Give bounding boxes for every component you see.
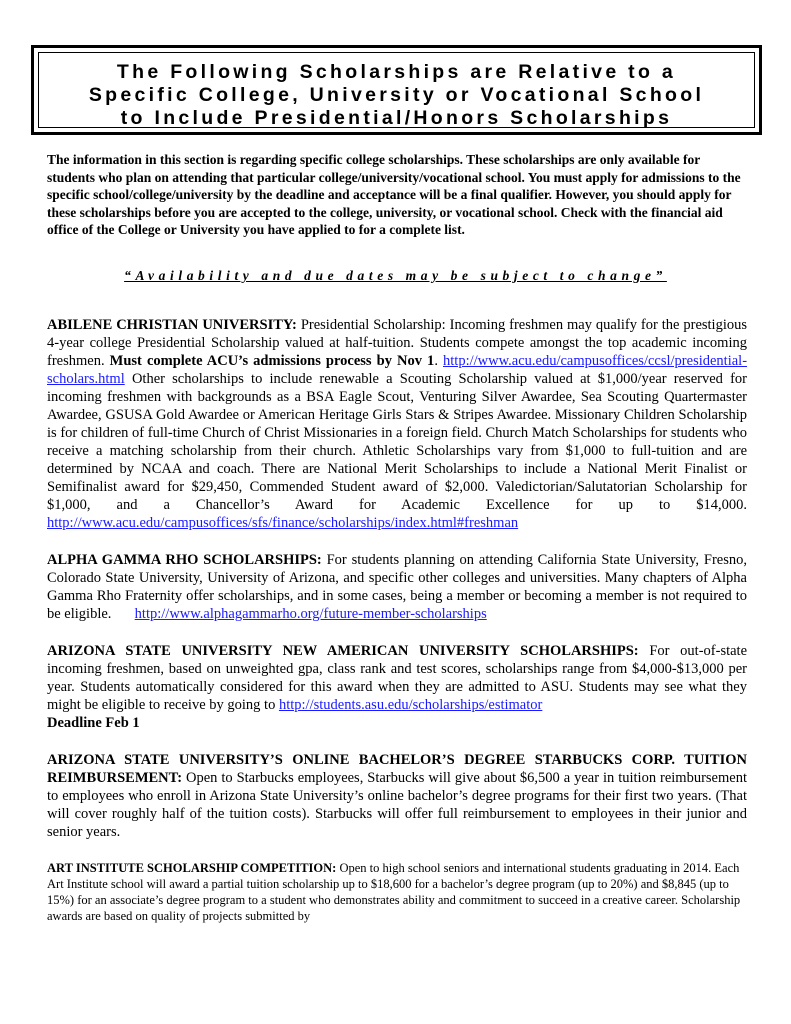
title-line-3: to Include Presidential/Honors Scholarships xyxy=(120,107,673,129)
availability-notice-text: “Availability and due dates may be subject to change” xyxy=(124,268,667,283)
scholarship-list xyxy=(47,316,747,943)
scholarship-link[interactable]: http://www.alphagammarho.org/future-member-scholarships xyxy=(134,606,487,622)
scholarship-text: Open to high school seniors and international students graduating in 2014. Each Art Institute school will award a partial tuition scholarship up to $18,600 for a bachelor’s degree program (up to 20%) and $8,845 (up to 15%) for an associate’s degree program to a student who demonstrates ability and commitment to succeed in a creative career. Scholarship awards are based on quality of projects submitted by xyxy=(47,861,741,923)
scholarship-text: Open to Starbucks employees, Starbucks will give about $6,500 a year in tuition reimbursement to employees who enroll in Arizona State University’s online bachelor’s degree programs for their first two years. (That will cover roughly half of the tuition costs). Starbucks will offer full reimbursement to employees in their junior and senior years. xyxy=(47,770,747,840)
scholarship-link[interactable]: http://students.asu.edu/scholarships/estimator xyxy=(278,697,543,713)
period: . xyxy=(434,353,438,369)
scholarship-name: ABILENE CHRISTIAN UNIVERSITY: xyxy=(47,317,297,333)
scholarship-deadline: Deadline Feb 1 xyxy=(47,715,140,731)
scholarship-name: ARIZONA STATE UNIVERSITY’S ONLINE BACHELOR’S DEGREE STARBUCKS CORP. TUITION REIMBURSEMENT: xyxy=(47,752,747,786)
scholarship-text-more: Other scholarships to include renewable a Scouting Scholarship valued at $1,000/year reserved for incoming freshmen with backgrounds as a BSA Eagle Scout, Venturing Silver Awardee, Sea Scouting Quartermaster Awardee, GSUSA Gold Awardee or American Heritage Girls Stars & Stripes Awardee. Missionary Children Scholarship is for children of full-time Church of Christ Missionaries in a foreign field. Church Match Scholarships for students who receive a matching scholarship from their church. Athletic Scholarships vary from $1,000 to full-tuition and are determined by NCAA and coach. There are National Merit Scholarships to include a National Merit Finalist or Semifinalist award for $29,450, Commended Student award of $2,000. Valedictorian/Salutatorian Scholarship for $1,000, and a Chancellor’s Award for Academic Excellence for up to $14,000. xyxy=(47,371,748,513)
scholarship-link-2[interactable]: http://www.acu.edu/campusoffices/sfs/finance/scholarships/index.html#freshman xyxy=(47,515,519,531)
scholarship-entry-asu-new-american xyxy=(47,642,747,732)
title-line-2: Specific College, University or Vocational School xyxy=(88,84,705,106)
scholarship-entry-acu xyxy=(47,316,747,532)
scholarship-link[interactable]: http://www.acu.edu/campusoffices/ccsl/presidential-scholars.html xyxy=(47,353,748,387)
scholarship-name: ALPHA GAMMA RHO SCHOLARSHIPS: xyxy=(47,552,322,568)
scholarship-entry-asu-starbucks xyxy=(47,751,747,841)
scholarship-text: Presidential Scholarship: Incoming freshmen may qualify for the prestigious 4-year college Presidential Scholarship valued at half-tuition. Students compete amongst the top academic incoming freshmen. xyxy=(47,317,748,369)
scholarship-text: For out-of-state incoming freshmen, based on unweighted gpa, class rank and test scores, scholarships range from $4,000-$13,000 per year. Students automatically considered for this award when they are admitted to ASU. Students may see what they might be eligible to receive by going to xyxy=(47,643,748,713)
scholarship-deadline: Must complete ACU’s admissions process by Nov 1 xyxy=(109,353,435,369)
scholarship-entry-alpha-gamma-rho xyxy=(47,551,747,623)
scholarship-text: For students planning on attending California State University, Fresno, Colorado State University, University of Arizona, and specific other colleges and universities. Many chapters of Alpha Gamma Rho Fraternity offer scholarships, and in some cases, being a member or becoming a member is not required to be eligible. xyxy=(47,552,747,622)
title-line-1: The Following Scholarships are Relative to a xyxy=(116,61,677,83)
title-box xyxy=(31,45,762,135)
availability-notice xyxy=(0,268,791,284)
intro-paragraph: The information in this section is regarding specific college scholarships. These scholarships are only available for students who plan on attending that particular college/university/vocational school. You must apply for admissions to the specific school/college/university by the deadline and acceptance will be a final qualifier. However, you should apply for these scholarships before you are accepted to the college, university, or vocational school. Check with the financial aid office of the College or University you have applied to for a complete list. xyxy=(47,152,741,237)
scholarship-entry-art-institute xyxy=(47,860,747,924)
page-title xyxy=(39,53,754,130)
scholarship-name: ARIZONA STATE UNIVERSITY NEW AMERICAN UNIVERSITY SCHOLARSHIPS: xyxy=(47,643,639,659)
scholarship-name: ART INSTITUTE SCHOLARSHIP COMPETITION: xyxy=(47,861,337,875)
title-inner-border xyxy=(38,52,755,128)
